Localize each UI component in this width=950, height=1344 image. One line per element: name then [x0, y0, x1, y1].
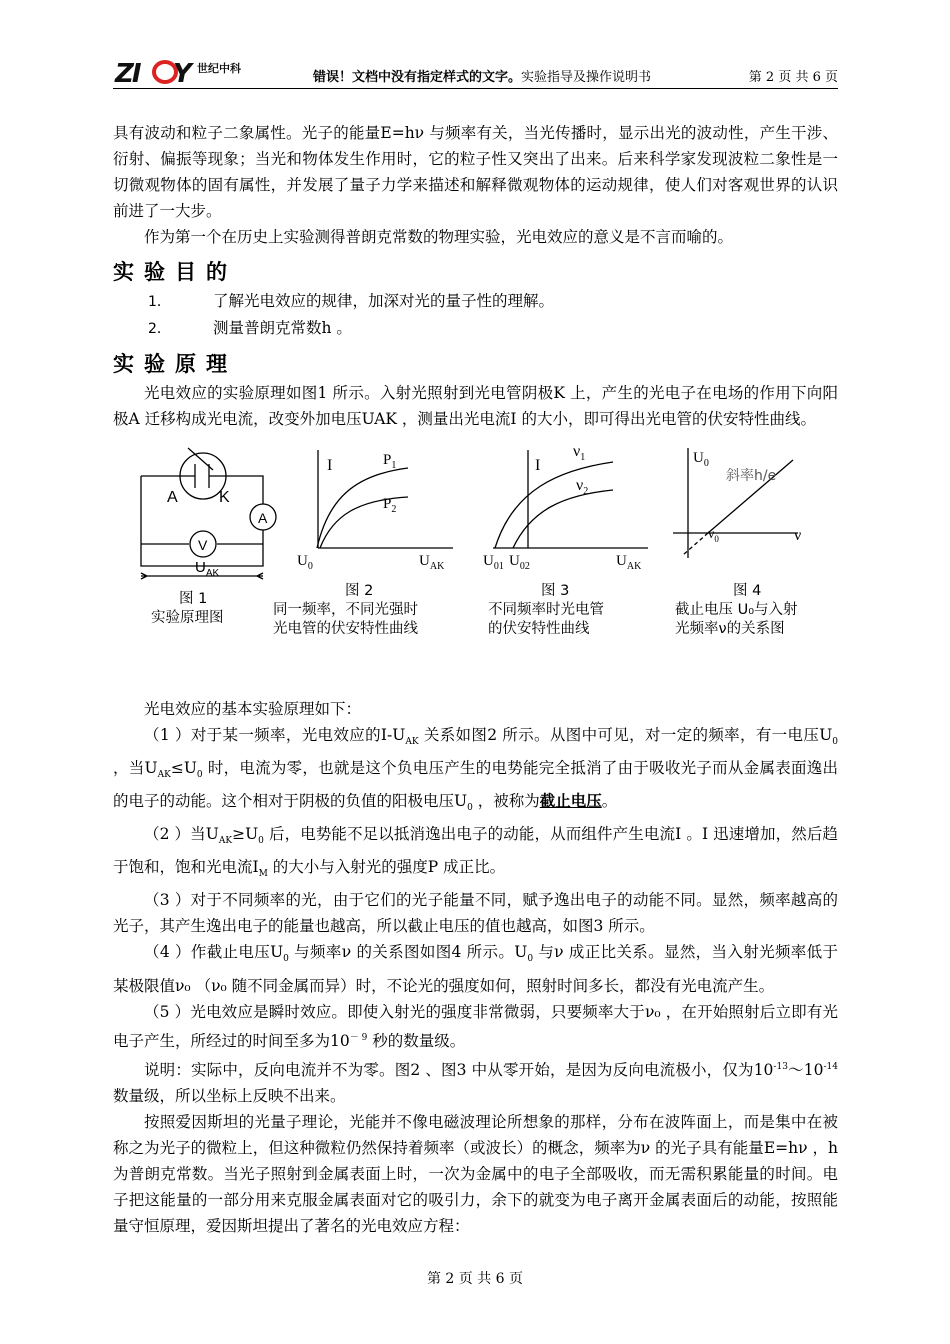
figure-4-label: 图 4: [733, 583, 762, 599]
cutoff-voltage-term: 截止电压: [539, 791, 602, 811]
svg-text:U02: $U_{02}$: [509, 553, 530, 572]
figure-3-iv-curves: [483, 440, 663, 580]
svg-text:K: K: [219, 489, 230, 506]
svg-text:UAK: $U_{AK}$: [195, 559, 220, 579]
purpose-item-2: 2． 测量普朗克常数h 。: [148, 319, 352, 337]
purpose-heading: 实验目的: [113, 260, 237, 284]
intro-paragraph-2: 作为第一个在历史上实验测得普朗克常数的物理实验，光电效应的意义是不言而喻的。: [144, 228, 734, 246]
header-title: 错误！文档中没有指定样式的文字。实验指导及操作说明书: [313, 70, 652, 85]
figure-1-circuit: [133, 446, 283, 586]
header-page-number: 第 2 页 共 6 页: [748, 70, 838, 85]
svg-text:ν0: $\nu_0$: [708, 527, 719, 544]
principle-paragraph: 光电效应的实验原理如图1 所示。入射光照射到光电管阴极K 上，产生的光电子在电场的作用下向阳极A 迁移构成光电流，改变外加电压UAK ，测量出光电流I 的大小，即可得出光电管的伏安特性曲线。: [113, 384, 838, 428]
figure-3-caption-line-2: 的伏安特性曲线: [488, 621, 590, 637]
einstein-paragraph: 按照爱因斯坦的光量子理论，光能并不像电磁波理论所想象的那样，分布在波阵面上，而是集中在被称之为光子的微粒上，但这种微粒仍然保持着频率（或波长）的概念，频率为ν 的光子具有能量E=hν ，h 为普朗克常数。当光子照射到金属表面上时，一次为金属中的电子全部吸收，而无需积累能量的时间。电子把这能量的一部分用来克服金属表面对它的吸引力，余下的就变为电子离开金属表面后的动能，按照能量守恒原理，爱因斯坦提出了著名的光电效应方程：: [113, 1112, 838, 1235]
figure-1-caption: 实验原理图: [151, 610, 224, 626]
figure-3-label: 图 3: [541, 583, 570, 599]
zicy-logo: [113, 58, 263, 86]
intro-paragraph-1: 具有波动和粒子二象属性。光子的能量E=hν 与频率有关，当光传播时，显示出光的波动性，产生干涉、衍射、偏振等现象；当光和物体发生作用时，它的粒子性又突出了出来。后来科学家发现波粒二象性是一切微观物体的固有属性，并发展了量子力学来描述和解释微观物体的运动规律，使人们对客观世界的认识前进了一大步。: [113, 124, 838, 220]
figure-4-caption-line-1: 截止电压 U₀与入射: [675, 602, 798, 618]
basics-item-1: （1 ）对于某一频率，光电效应的$I-U_{AK}$ 关系如图2 所示。从图中可见，对一定的频率，有一电压$U_0$ ，当$U_{AK}\le U_0$ 时，电流为零，也就是这个负电压产生的电势能完全抵消了由于吸收光子而从金属表面逸出的电子的动能。这个相对于阴极的负值的阳极电压$U_0$ ，被称为截止电压。: [113, 726, 839, 814]
figures-row: [113, 440, 838, 690]
figure-2-caption-line-2: 光电管的伏安特性曲线: [273, 621, 418, 637]
svg-text:U01: $U_{01}$: [483, 553, 504, 572]
svg-text:P2: $P_2$: [383, 496, 397, 515]
svg-text:Y: Y: [173, 59, 192, 86]
svg-text:UAK: $U_{AK}$: [616, 553, 642, 572]
figure-2-iv-curves: [283, 440, 463, 580]
svg-text:I: I: [535, 457, 541, 474]
svg-text:I: I: [327, 457, 333, 474]
basics-item-5: （5 ）光电效应是瞬时效应。即使入射光的强度非常微弱，只要频率大于ν₀ ，在开始照射后立即有光电子产生，所经过的时间至多为$10^{- 9}$ 秒的数量级。: [113, 1002, 838, 1050]
figure-4-u0-vs-frequency: [668, 440, 808, 580]
svg-text:A: A: [167, 489, 178, 506]
basics-item-3: （3 ）对于不同频率的光，由于它们的光子能量不同，赋予逸出电子的动能不同。显然，频率越高的光子，其产生逸出电子的能量也越高，所以截止电压的值也越高，如图3 所示。: [113, 891, 838, 936]
svg-text:ν2: $\nu_2$: [576, 477, 589, 497]
purpose-item-1: 1． 了解光电效应的规律，加深对光的量子性的理解。: [148, 292, 555, 310]
svg-text:A: A: [258, 510, 268, 526]
figure-4-caption-line-2: 光频率ν的关系图: [675, 621, 785, 637]
figure-1-label: 图 1: [179, 591, 208, 607]
principle-heading: 实验原理: [113, 352, 237, 376]
svg-text:P1: $P_1$: [383, 452, 397, 471]
svg-text:UAK: $U_{AK}$: [419, 553, 445, 572]
basics-intro: 光电效应的基本实验原理如下：: [144, 700, 362, 718]
svg-text:斜率h/e: 斜率h/e: [726, 468, 777, 484]
svg-text:V: V: [198, 537, 208, 553]
page-header: [113, 58, 838, 89]
svg-text:ν1: $\nu_1$: [573, 443, 586, 463]
page-footer: 第 2 页 共 6 页: [426, 1271, 524, 1287]
document-body: [113, 120, 838, 1239]
figure-2-caption-line-1: 同一频率，不同光强时: [273, 602, 418, 618]
basics-note: 说明：实际中，反向电流并不为零。图2 、图3 中从零开始，是因为反向电流极小，仅为$10^{-13}\sim 10^{-14}$ 数量级，所以坐标上反映不出来。: [113, 1060, 838, 1105]
svg-text:ν: ν: [794, 527, 802, 544]
svg-text:U0: $U_0$: [297, 553, 313, 572]
basics-item-2: （2 ）当$U_{AK}\ge U_0$ 后，电势能不足以抵消逸出电子的动能，从而组件产生电流I 。I 迅速增加，然后趋于饱和，饱和光电流$I_M$ 的大小与入射光的强度P 成正比。: [113, 825, 839, 880]
figure-2-label: 图 2: [345, 583, 374, 599]
basics-item-4: （4 ）作截止电压$U_0$ 与频率ν 的关系图如图4 所示。$U_0$ 与ν 成正比关系。显然，当入射光频率低于某极限值ν₀ （ν₀ 随不同金属而异）时，不论光的强度如何，照射时间多长，都没有光电流产生。: [113, 943, 838, 995]
svg-text:ZI: ZI: [115, 59, 140, 86]
svg-text:世纪中科: 世纪中科: [197, 62, 241, 75]
svg-text:U0: $U_0$: [693, 450, 709, 469]
figure-3-caption-line-1: 不同频率时光电管: [488, 602, 604, 618]
